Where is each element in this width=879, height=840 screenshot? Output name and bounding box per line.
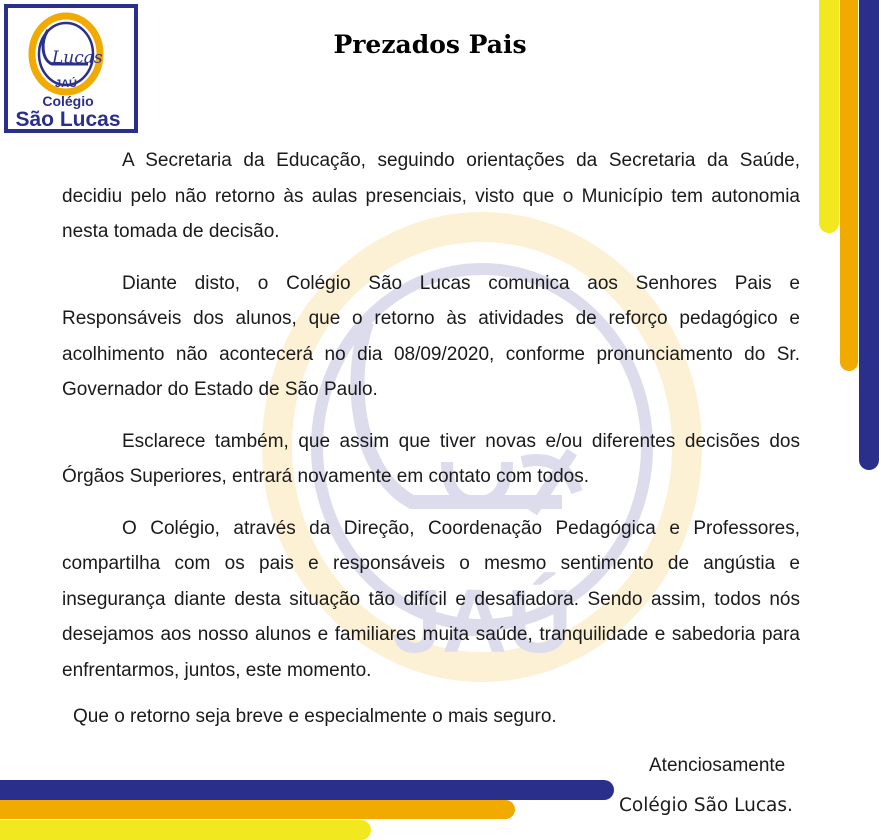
decorative-bar-orange-horizontal — [0, 800, 515, 819]
logo-script-word: Lucas — [52, 48, 103, 68]
logo-city: JAÚ — [54, 78, 78, 90]
decorative-bar-yellow-horizontal — [0, 820, 371, 840]
page-title: Prezados Pais — [333, 30, 527, 59]
school-logo — [4, 4, 138, 133]
decorative-bar-blue-horizontal — [0, 780, 614, 800]
letter-body — [62, 143, 800, 704]
paragraph-3: Esclarece também, que assim que tiver novas e/ou diferentes decisões dos Órgãos Superiores, entrará novamente em contato com todos. — [62, 430, 800, 487]
signature-name: Colégio São Lucas. — [619, 795, 793, 816]
logo-line1: Colégio — [42, 93, 94, 109]
decorative-bar-blue-vertical — [859, 0, 879, 470]
closing-line: Que o retorno seja breve e especialmente o mais seguro. — [73, 706, 557, 727]
paragraph-2: Diante disto, o Colégio São Lucas comunica aos Senhores Pais e Responsáveis dos alunos, que o retorno às atividades de reforço pedagógico e acolhimento não acontecerá no dia 08/09/2020, conforme pronunciamento do Sr. Governador do Estado de São Paulo. — [62, 272, 800, 400]
paragraph-4: O Colégio, através da Direção, Coordenação Pedagógica e Professores, compartilha com os pais e responsáveis o mesmo sentimento de angústia e insegurança diante desta situação tão difícil e desafiadora. Sendo assim, todos nós desejamos aos nosso alunos e familiares muita saúde, tranquilidade e sabedoria para enfrentarmos, juntos, este momento. — [62, 517, 800, 681]
signature-regards: Atenciosamente — [649, 755, 786, 776]
paragraph-1: A Secretaria da Educação, seguindo orientações da Secretaria da Saúde, decidiu pelo não retorno às aulas presenciais, visto que o Município tem autonomia nesta tomada de decisão. — [62, 150, 800, 242]
logo-line2: São Lucas — [15, 108, 121, 129]
svg-text:JAÚ: JAÚ — [391, 572, 573, 672]
